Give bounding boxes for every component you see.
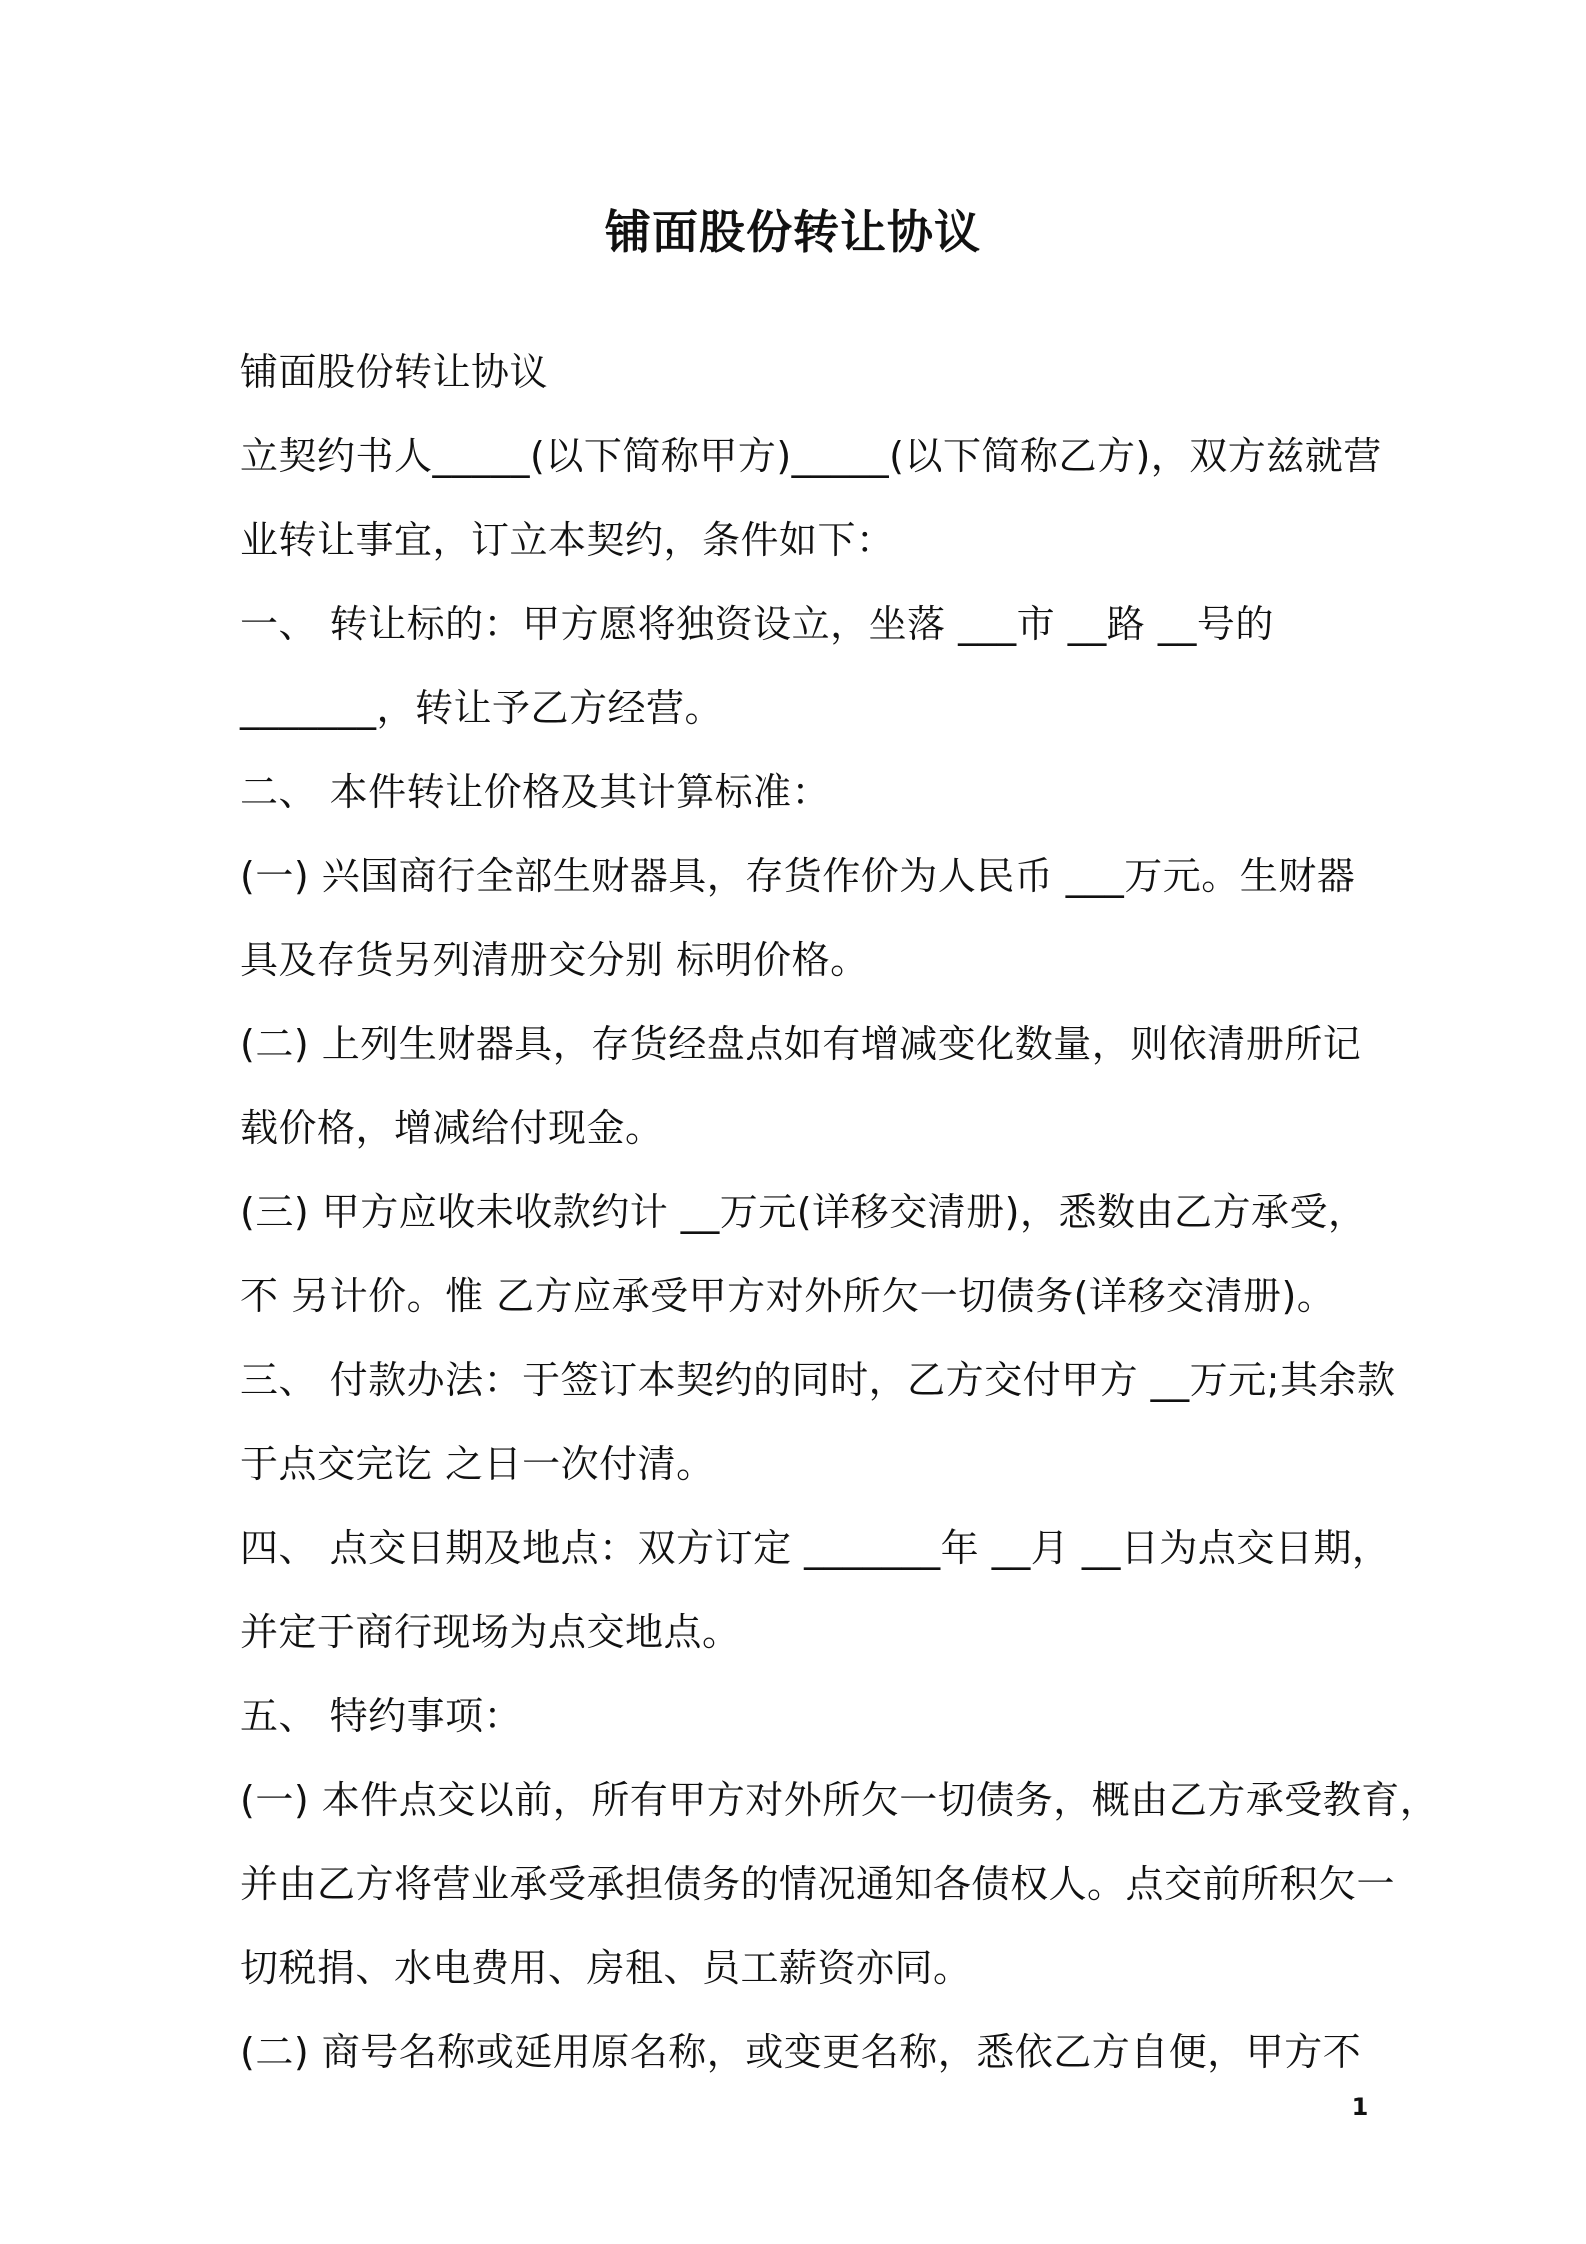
page-number: 1 xyxy=(1351,2093,1369,2121)
body-line: 不 另计价。惟 乙方应承受甲方对外所欠一切债务(详移交清册)。 xyxy=(240,1274,1336,1318)
body-line: 立契约书人_____(以下简称甲方)_____(以下简称乙方)，双方兹就营 xyxy=(240,434,1382,478)
body-line: 铺面股份转让协议 xyxy=(240,350,549,394)
body-line: 于点交完讫 之日一次付清。 xyxy=(240,1442,715,1486)
body-line: 业转让事宜，订立本契约，条件如下： xyxy=(240,518,895,562)
body-line: 具及存货另列清册交分别 标明价格。 xyxy=(240,938,869,982)
body-line: 并由乙方将营业承受承担债务的情况通知各债权人。点交前所积欠一 xyxy=(240,1862,1396,1906)
body-line: (一) 本件点交以前，所有甲方对外所欠一切债务，概由乙方承受教育， xyxy=(240,1778,1439,1822)
body-line: 切税捐、水电费用、房租、员工薪资亦同。 xyxy=(240,1946,972,1990)
body-line: (二) 商号名称或延用原名称，或变更名称，悉依乙方自便，甲方不 xyxy=(240,2030,1362,2074)
body-line: (二) 上列生财器具，存货经盘点如有增减变化数量，则依清册所记 xyxy=(240,1022,1362,1066)
body-line: 五、 特约事项： xyxy=(240,1694,523,1738)
body-line: (三) 甲方应收未收款约计 __万元(详移交清册)，悉数由乙方承受， xyxy=(240,1190,1367,1234)
body-line: 三、 付款办法：于签订本契约的同时，乙方交付甲方 __万元;其余款 xyxy=(240,1358,1396,1402)
body-line: (一) 兴国商行全部生财器具，存货作价为人民币 ___万元。生财器 xyxy=(240,854,1356,898)
body-line: 并定于商行现场为点交地点。 xyxy=(240,1610,741,1654)
document-title: 铺面股份转让协议 xyxy=(605,205,981,259)
body-line: _______，转让予乙方经营。 xyxy=(240,686,724,730)
body-line: 四、 点交日期及地点：双方订定 _______年 __月 __日为点交日期， xyxy=(240,1526,1391,1570)
body-line: 载价格，增减给付现金。 xyxy=(240,1106,664,1150)
body-line: 一、 转让标的：甲方愿将独资设立，坐落 ___市 __路 __号的 xyxy=(240,602,1274,646)
document-body xyxy=(240,330,1439,2094)
body-line: 二、 本件转让价格及其计算标准： xyxy=(240,770,831,814)
